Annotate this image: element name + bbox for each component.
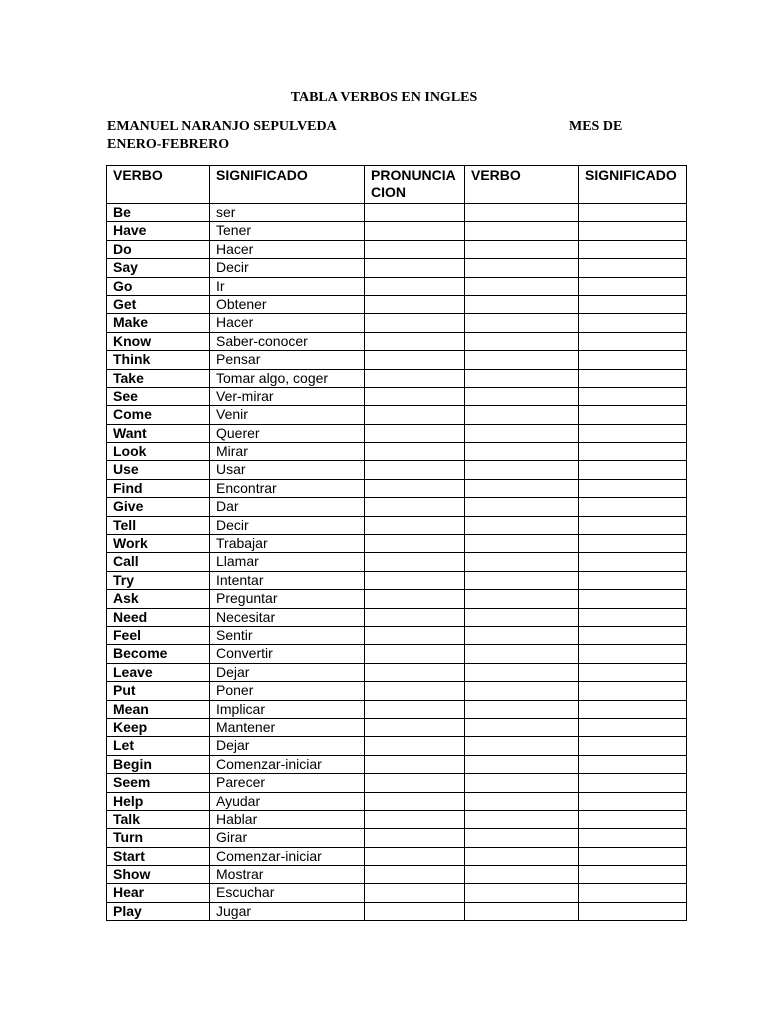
- meaning-2-cell: [579, 259, 687, 277]
- meaning-cell: Llamar: [210, 553, 365, 571]
- meaning-2-cell: [579, 535, 687, 553]
- meaning-cell: Hacer: [210, 314, 365, 332]
- meaning-2-cell: [579, 461, 687, 479]
- pronunciation-cell: [365, 277, 465, 295]
- verb-cell: Use: [107, 461, 210, 479]
- meaning-cell: Decir: [210, 259, 365, 277]
- verb-2-cell: [465, 424, 579, 442]
- meaning-cell: Dejar: [210, 737, 365, 755]
- meaning-2-cell: [579, 682, 687, 700]
- verb-2-cell: [465, 810, 579, 828]
- meaning-2-cell: [579, 737, 687, 755]
- pronunciation-cell: [365, 553, 465, 571]
- verb-cell: Talk: [107, 810, 210, 828]
- meaning-2-cell: [579, 645, 687, 663]
- table-row: [107, 295, 687, 313]
- verb-2-cell: [465, 406, 579, 424]
- meaning-2-cell: [579, 516, 687, 534]
- table-row: [107, 479, 687, 497]
- verb-2-cell: [465, 829, 579, 847]
- table-row: [107, 443, 687, 461]
- meaning-2-cell: [579, 424, 687, 442]
- table-row: [107, 737, 687, 755]
- verbs-table-body: [107, 204, 687, 921]
- meaning-cell: Usar: [210, 461, 365, 479]
- meaning-cell: ser: [210, 204, 365, 222]
- meaning-cell: Escuchar: [210, 884, 365, 902]
- pronunciation-cell: [365, 866, 465, 884]
- verb-2-cell: [465, 277, 579, 295]
- pronunciation-cell: [365, 240, 465, 258]
- meaning-2-cell: [579, 332, 687, 350]
- table-row: [107, 406, 687, 424]
- meaning-cell: Mostrar: [210, 866, 365, 884]
- verb-2-cell: [465, 737, 579, 755]
- meaning-cell: Mirar: [210, 443, 365, 461]
- student-name: EMANUEL NARANJO SEPULVEDA: [107, 119, 337, 134]
- table-row: [107, 663, 687, 681]
- meaning-2-cell: [579, 222, 687, 240]
- pronunciation-cell: [365, 479, 465, 497]
- meaning-cell: Dar: [210, 498, 365, 516]
- verb-cell: Want: [107, 424, 210, 442]
- table-row: [107, 774, 687, 792]
- verb-cell: Become: [107, 645, 210, 663]
- verb-cell: Keep: [107, 718, 210, 736]
- table-row: [107, 259, 687, 277]
- pronunciation-cell: [365, 737, 465, 755]
- verb-cell: Try: [107, 571, 210, 589]
- pronunciation-cell: [365, 222, 465, 240]
- table-row: [107, 516, 687, 534]
- verb-2-cell: [465, 461, 579, 479]
- pronunciation-cell: [365, 443, 465, 461]
- table-row: [107, 277, 687, 295]
- meaning-2-cell: [579, 829, 687, 847]
- verb-cell: Begin: [107, 755, 210, 773]
- table-row: [107, 792, 687, 810]
- verb-cell: Find: [107, 479, 210, 497]
- meaning-cell: Tener: [210, 222, 365, 240]
- verb-cell: Leave: [107, 663, 210, 681]
- meaning-2-cell: [579, 351, 687, 369]
- table-row: [107, 755, 687, 773]
- verb-2-cell: [465, 718, 579, 736]
- pronunciation-cell: [365, 535, 465, 553]
- pronunciation-cell: [365, 332, 465, 350]
- verb-2-cell: [465, 498, 579, 516]
- pronunciation-cell: [365, 847, 465, 865]
- verb-2-cell: [465, 314, 579, 332]
- verb-2-cell: [465, 755, 579, 773]
- header-significado: SIGNIFICADO: [210, 166, 365, 204]
- verb-2-cell: [465, 369, 579, 387]
- meaning-2-cell: [579, 240, 687, 258]
- verb-cell: Make: [107, 314, 210, 332]
- verb-cell: See: [107, 387, 210, 405]
- meaning-cell: Sentir: [210, 626, 365, 644]
- meaning-2-cell: [579, 553, 687, 571]
- meaning-2-cell: [579, 406, 687, 424]
- meaning-cell: Comenzar-iniciar: [210, 847, 365, 865]
- verb-cell: Give: [107, 498, 210, 516]
- verb-cell: Seem: [107, 774, 210, 792]
- meaning-2-cell: [579, 847, 687, 865]
- table-row: [107, 645, 687, 663]
- verb-2-cell: [465, 387, 579, 405]
- verb-2-cell: [465, 682, 579, 700]
- pronunciation-cell: [365, 516, 465, 534]
- verb-2-cell: [465, 700, 579, 718]
- table-row: [107, 424, 687, 442]
- verb-cell: Feel: [107, 626, 210, 644]
- pronunciation-cell: [365, 718, 465, 736]
- verb-2-cell: [465, 351, 579, 369]
- meaning-cell: Decir: [210, 516, 365, 534]
- meaning-2-cell: [579, 204, 687, 222]
- header-pronunciacion: PRONUNCIACION: [365, 166, 465, 204]
- meaning-2-cell: [579, 663, 687, 681]
- month-label: MES DE: [569, 119, 623, 134]
- verb-cell: Hear: [107, 884, 210, 902]
- pronunciation-cell: [365, 626, 465, 644]
- table-row: [107, 700, 687, 718]
- verb-2-cell: [465, 516, 579, 534]
- table-row: [107, 829, 687, 847]
- meaning-2-cell: [579, 314, 687, 332]
- meaning-cell: Girar: [210, 829, 365, 847]
- table-row: [107, 884, 687, 902]
- table-row: [107, 608, 687, 626]
- pronunciation-cell: [365, 204, 465, 222]
- month-value: ENERO-FEBRERO: [107, 137, 230, 152]
- pronunciation-cell: [365, 608, 465, 626]
- table-row: [107, 626, 687, 644]
- meaning-2-cell: [579, 884, 687, 902]
- document-title: TABLA VERBOS EN INGLES: [290, 90, 478, 105]
- meaning-2-cell: [579, 626, 687, 644]
- meaning-2-cell: [579, 792, 687, 810]
- table-row: [107, 571, 687, 589]
- verb-cell: Think: [107, 351, 210, 369]
- table-row: [107, 718, 687, 736]
- verb-2-cell: [465, 884, 579, 902]
- pronunciation-cell: [365, 387, 465, 405]
- verb-cell: Start: [107, 847, 210, 865]
- meaning-cell: Trabajar: [210, 535, 365, 553]
- header-verbo-2: VERBO: [465, 166, 579, 204]
- pronunciation-cell: [365, 829, 465, 847]
- verb-cell: Call: [107, 553, 210, 571]
- meaning-2-cell: [579, 866, 687, 884]
- meaning-cell: Preguntar: [210, 590, 365, 608]
- pronunciation-cell: [365, 295, 465, 313]
- pronunciation-cell: [365, 406, 465, 424]
- meaning-cell: Querer: [210, 424, 365, 442]
- meaning-2-cell: [579, 810, 687, 828]
- table-row: [107, 461, 687, 479]
- meaning-cell: Dejar: [210, 663, 365, 681]
- verbs-table: [106, 165, 687, 921]
- header-significado-2: SIGNIFICADO: [579, 166, 687, 204]
- pronunciation-cell: [365, 314, 465, 332]
- meaning-cell: Tomar algo, coger: [210, 369, 365, 387]
- table-row: [107, 222, 687, 240]
- verb-2-cell: [465, 222, 579, 240]
- verb-cell: Go: [107, 277, 210, 295]
- pronunciation-cell: [365, 259, 465, 277]
- pronunciation-cell: [365, 774, 465, 792]
- verb-cell: Be: [107, 204, 210, 222]
- verb-cell: Have: [107, 222, 210, 240]
- table-row: [107, 204, 687, 222]
- meaning-2-cell: [579, 608, 687, 626]
- verb-2-cell: [465, 240, 579, 258]
- verb-2-cell: [465, 645, 579, 663]
- table-row: [107, 535, 687, 553]
- table-row: [107, 682, 687, 700]
- pronunciation-cell: [365, 461, 465, 479]
- table-row: [107, 902, 687, 920]
- meaning-cell: Obtener: [210, 295, 365, 313]
- table-row: [107, 553, 687, 571]
- meaning-cell: Ir: [210, 277, 365, 295]
- pronunciation-cell: [365, 424, 465, 442]
- meaning-2-cell: [579, 498, 687, 516]
- table-row: [107, 866, 687, 884]
- meaning-cell: Ver-mirar: [210, 387, 365, 405]
- verb-2-cell: [465, 608, 579, 626]
- meaning-cell: Comenzar-iniciar: [210, 755, 365, 773]
- meaning-cell: Hacer: [210, 240, 365, 258]
- meaning-cell: Venir: [210, 406, 365, 424]
- verb-cell: Show: [107, 866, 210, 884]
- table-row: [107, 240, 687, 258]
- pronunciation-cell: [365, 351, 465, 369]
- pronunciation-cell: [365, 700, 465, 718]
- verb-2-cell: [465, 626, 579, 644]
- meaning-cell: Hablar: [210, 810, 365, 828]
- table-row: [107, 847, 687, 865]
- pronunciation-cell: [365, 884, 465, 902]
- verb-2-cell: [465, 571, 579, 589]
- meaning-cell: Implicar: [210, 700, 365, 718]
- verb-cell: Mean: [107, 700, 210, 718]
- verb-2-cell: [465, 553, 579, 571]
- pronunciation-cell: [365, 792, 465, 810]
- meaning-cell: Encontrar: [210, 479, 365, 497]
- meaning-2-cell: [579, 590, 687, 608]
- meaning-cell: Saber-conocer: [210, 332, 365, 350]
- table-header-row: [107, 166, 687, 204]
- verb-2-cell: [465, 590, 579, 608]
- verb-cell: Know: [107, 332, 210, 350]
- meaning-2-cell: [579, 387, 687, 405]
- table-row: [107, 332, 687, 350]
- verb-cell: Take: [107, 369, 210, 387]
- verb-2-cell: [465, 479, 579, 497]
- header-verbo: VERBO: [107, 166, 210, 204]
- pronunciation-cell: [365, 755, 465, 773]
- verb-cell: Let: [107, 737, 210, 755]
- pronunciation-cell: [365, 663, 465, 681]
- verb-2-cell: [465, 332, 579, 350]
- verb-cell: Ask: [107, 590, 210, 608]
- verb-2-cell: [465, 443, 579, 461]
- verb-2-cell: [465, 792, 579, 810]
- meaning-2-cell: [579, 369, 687, 387]
- verb-cell: Get: [107, 295, 210, 313]
- verb-2-cell: [465, 295, 579, 313]
- meaning-cell: Convertir: [210, 645, 365, 663]
- verb-2-cell: [465, 663, 579, 681]
- pronunciation-cell: [365, 645, 465, 663]
- verb-2-cell: [465, 902, 579, 920]
- meaning-2-cell: [579, 700, 687, 718]
- verb-cell: Do: [107, 240, 210, 258]
- verb-cell: Turn: [107, 829, 210, 847]
- pronunciation-cell: [365, 902, 465, 920]
- verb-2-cell: [465, 535, 579, 553]
- verb-2-cell: [465, 847, 579, 865]
- verb-2-cell: [465, 204, 579, 222]
- meaning-cell: Parecer: [210, 774, 365, 792]
- meaning-cell: Necesitar: [210, 608, 365, 626]
- table-row: [107, 810, 687, 828]
- meaning-2-cell: [579, 479, 687, 497]
- table-row: [107, 498, 687, 516]
- verb-cell: Play: [107, 902, 210, 920]
- meaning-2-cell: [579, 902, 687, 920]
- meaning-2-cell: [579, 774, 687, 792]
- pronunciation-cell: [365, 571, 465, 589]
- verb-cell: Work: [107, 535, 210, 553]
- table-row: [107, 314, 687, 332]
- pronunciation-cell: [365, 810, 465, 828]
- verb-cell: Put: [107, 682, 210, 700]
- pronunciation-cell: [365, 498, 465, 516]
- table-row: [107, 590, 687, 608]
- meaning-cell: Pensar: [210, 351, 365, 369]
- meaning-cell: Mantener: [210, 718, 365, 736]
- meaning-2-cell: [579, 571, 687, 589]
- verb-cell: Say: [107, 259, 210, 277]
- verb-2-cell: [465, 774, 579, 792]
- meaning-2-cell: [579, 755, 687, 773]
- meaning-2-cell: [579, 277, 687, 295]
- table-row: [107, 387, 687, 405]
- verb-2-cell: [465, 866, 579, 884]
- table-row: [107, 369, 687, 387]
- pronunciation-cell: [365, 369, 465, 387]
- meaning-cell: Poner: [210, 682, 365, 700]
- verb-2-cell: [465, 259, 579, 277]
- verb-cell: Come: [107, 406, 210, 424]
- meaning-cell: Ayudar: [210, 792, 365, 810]
- pronunciation-cell: [365, 590, 465, 608]
- meaning-cell: Jugar: [210, 902, 365, 920]
- verb-cell: Look: [107, 443, 210, 461]
- meaning-2-cell: [579, 295, 687, 313]
- meaning-cell: Intentar: [210, 571, 365, 589]
- verb-cell: Need: [107, 608, 210, 626]
- meaning-2-cell: [579, 718, 687, 736]
- pronunciation-cell: [365, 682, 465, 700]
- verb-cell: Tell: [107, 516, 210, 534]
- table-row: [107, 351, 687, 369]
- verb-cell: Help: [107, 792, 210, 810]
- meaning-2-cell: [579, 443, 687, 461]
